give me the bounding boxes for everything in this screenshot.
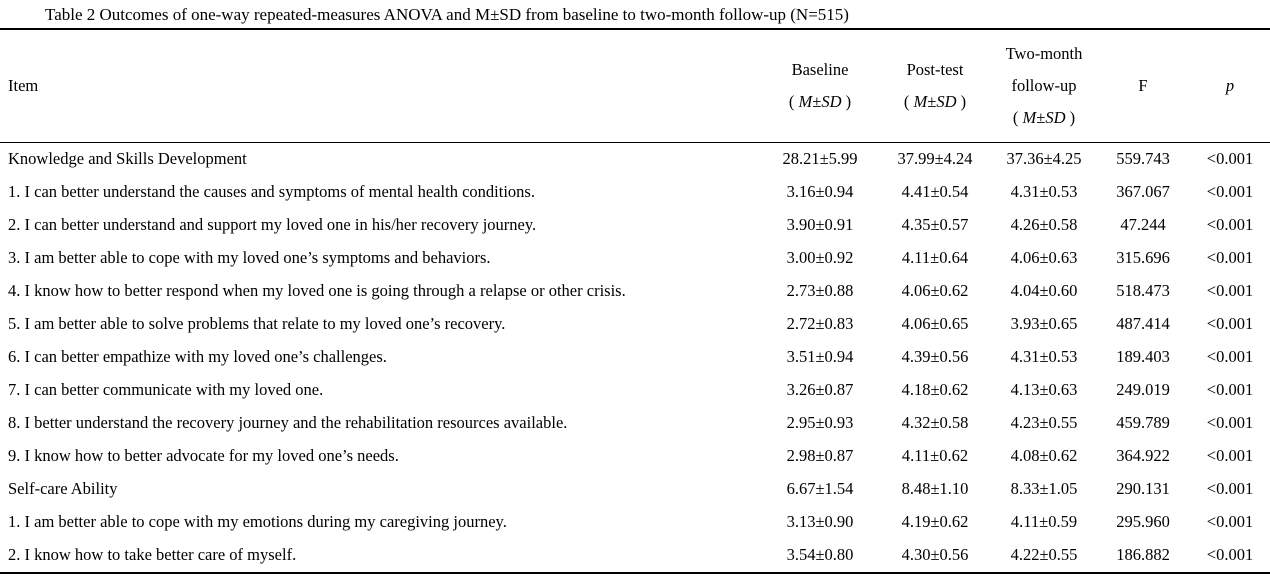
posttest-cell: 37.99±4.24 bbox=[897, 149, 973, 168]
header-followup-msd: ( M±SD ) bbox=[1012, 107, 1076, 127]
item-cell: Self-care Ability bbox=[8, 479, 118, 498]
header-posttest-msd: ( M±SD ) bbox=[903, 91, 967, 111]
item-cell: 3. I am better able to cope with my loved one’s symptoms and behaviors. bbox=[8, 248, 491, 267]
f-cell: 367.067 bbox=[1116, 182, 1170, 201]
baseline-cell: 2.95±0.93 bbox=[786, 413, 854, 432]
followup-cell: 4.26±0.58 bbox=[1010, 215, 1078, 234]
baseline-cell: 2.98±0.87 bbox=[786, 446, 854, 465]
anova-results-table bbox=[0, 28, 1270, 574]
followup-cell: 4.31±0.53 bbox=[1010, 182, 1078, 201]
posttest-cell: 4.18±0.62 bbox=[901, 380, 969, 399]
f-cell: 290.131 bbox=[1116, 479, 1170, 498]
item-cell: 2. I can better understand and support my loved one in his/her recovery journey. bbox=[8, 215, 537, 234]
f-cell: 189.403 bbox=[1116, 347, 1170, 366]
posttest-cell: 8.48±1.10 bbox=[901, 479, 969, 498]
baseline-cell: 3.54±0.80 bbox=[786, 545, 854, 564]
header-baseline-msd: ( M±SD ) bbox=[788, 91, 852, 111]
header-p-value: p bbox=[1190, 29, 1270, 142]
table-header bbox=[0, 29, 1270, 142]
table-row bbox=[0, 374, 1270, 407]
table-caption: Table 2 Outcomes of one-way repeated-measures ANOVA and M±SD from baseline to two-month follow-up (N=515) bbox=[45, 5, 849, 24]
item-cell: Knowledge and Skills Development bbox=[8, 149, 247, 168]
msd-label: M±SD bbox=[798, 91, 842, 111]
header-baseline-label: Baseline bbox=[791, 59, 849, 79]
table-row bbox=[0, 407, 1270, 440]
header-f-statistic: F bbox=[1096, 29, 1190, 142]
item-cell: 5. I am better able to solve problems that relate to my loved one’s recovery. bbox=[8, 314, 506, 333]
p-cell: <0.001 bbox=[1206, 545, 1254, 564]
followup-cell: 4.23±0.55 bbox=[1010, 413, 1078, 432]
p-cell: <0.001 bbox=[1206, 347, 1254, 366]
item-cell: 4. I know how to better respond when my loved one is going through a relapse or other crisis. bbox=[8, 281, 626, 300]
header-baseline bbox=[762, 29, 878, 142]
f-cell: 186.882 bbox=[1116, 545, 1170, 564]
table-row bbox=[0, 539, 1270, 573]
header-followup-label-line1: Two-month bbox=[1005, 43, 1083, 63]
table-row bbox=[0, 142, 1270, 176]
table-row bbox=[0, 275, 1270, 308]
posttest-cell: 4.41±0.54 bbox=[901, 182, 969, 201]
table-row bbox=[0, 506, 1270, 539]
header-followup bbox=[992, 29, 1096, 142]
baseline-cell: 6.67±1.54 bbox=[786, 479, 854, 498]
baseline-cell: 3.51±0.94 bbox=[786, 347, 854, 366]
item-cell: 2. I know how to take better care of myself. bbox=[8, 545, 297, 564]
table-row bbox=[0, 341, 1270, 374]
posttest-cell: 4.06±0.65 bbox=[901, 314, 969, 333]
f-cell: 459.789 bbox=[1116, 413, 1170, 432]
followup-cell: 8.33±1.05 bbox=[1010, 479, 1078, 498]
posttest-cell: 4.39±0.56 bbox=[901, 347, 969, 366]
p-cell: <0.001 bbox=[1206, 182, 1254, 201]
posttest-cell: 4.11±0.64 bbox=[901, 248, 969, 267]
baseline-cell: 2.73±0.88 bbox=[786, 281, 854, 300]
table-row bbox=[0, 176, 1270, 209]
header-posttest-label: Post-test bbox=[906, 59, 964, 79]
header-row bbox=[0, 29, 1270, 142]
p-cell: <0.001 bbox=[1206, 215, 1254, 234]
item-cell: 1. I can better understand the causes and symptoms of mental health conditions. bbox=[8, 182, 535, 201]
f-cell: 315.696 bbox=[1116, 248, 1170, 267]
p-cell: <0.001 bbox=[1206, 413, 1254, 432]
item-cell: 9. I know how to better advocate for my loved one’s needs. bbox=[8, 446, 399, 465]
header-posttest bbox=[878, 29, 992, 142]
item-cell: 6. I can better empathize with my loved one’s challenges. bbox=[8, 347, 387, 366]
p-cell: <0.001 bbox=[1206, 281, 1254, 300]
header-item: Item bbox=[0, 29, 762, 142]
p-cell: <0.001 bbox=[1206, 248, 1254, 267]
f-cell: 249.019 bbox=[1116, 380, 1170, 399]
table-row bbox=[0, 209, 1270, 242]
f-cell: 559.743 bbox=[1116, 149, 1170, 168]
p-cell: <0.001 bbox=[1206, 512, 1254, 531]
p-cell: <0.001 bbox=[1206, 149, 1254, 168]
msd-label: M±SD bbox=[1022, 107, 1066, 127]
followup-cell: 4.06±0.63 bbox=[1010, 248, 1078, 267]
followup-cell: 3.93±0.65 bbox=[1010, 314, 1078, 333]
f-cell: 47.244 bbox=[1120, 215, 1166, 234]
f-cell: 518.473 bbox=[1116, 281, 1170, 300]
item-cell: 7. I can better communicate with my loved one. bbox=[8, 380, 324, 399]
table-row bbox=[0, 242, 1270, 275]
p-cell: <0.001 bbox=[1206, 446, 1254, 465]
posttest-cell: 4.11±0.62 bbox=[901, 446, 969, 465]
posttest-cell: 4.32±0.58 bbox=[901, 413, 969, 432]
baseline-cell: 3.00±0.92 bbox=[786, 248, 854, 267]
baseline-cell: 28.21±5.99 bbox=[782, 149, 858, 168]
followup-cell: 4.22±0.55 bbox=[1010, 545, 1078, 564]
followup-cell: 4.11±0.59 bbox=[1010, 512, 1078, 531]
followup-cell: 4.04±0.60 bbox=[1010, 281, 1078, 300]
baseline-cell: 3.90±0.91 bbox=[786, 215, 854, 234]
msd-label: M±SD bbox=[913, 91, 957, 111]
baseline-cell: 3.16±0.94 bbox=[786, 182, 854, 201]
followup-cell: 4.13±0.63 bbox=[1010, 380, 1078, 399]
table-body bbox=[0, 142, 1270, 573]
header-followup-label-line2: follow-up bbox=[1011, 75, 1077, 95]
posttest-cell: 4.30±0.56 bbox=[901, 545, 969, 564]
baseline-cell: 3.26±0.87 bbox=[786, 380, 854, 399]
table-row bbox=[0, 308, 1270, 341]
posttest-cell: 4.35±0.57 bbox=[901, 215, 969, 234]
item-cell: 1. I am better able to cope with my emotions during my caregiving journey. bbox=[8, 512, 507, 531]
item-cell: 8. I better understand the recovery journey and the rehabilitation resources available. bbox=[8, 413, 568, 432]
f-cell: 364.922 bbox=[1116, 446, 1170, 465]
p-cell: <0.001 bbox=[1206, 380, 1254, 399]
followup-cell: 37.36±4.25 bbox=[1006, 149, 1082, 168]
table-row bbox=[0, 440, 1270, 473]
followup-cell: 4.31±0.53 bbox=[1010, 347, 1078, 366]
baseline-cell: 3.13±0.90 bbox=[786, 512, 854, 531]
p-cell: <0.001 bbox=[1206, 479, 1254, 498]
baseline-cell: 2.72±0.83 bbox=[786, 314, 854, 333]
followup-cell: 4.08±0.62 bbox=[1010, 446, 1078, 465]
posttest-cell: 4.06±0.62 bbox=[901, 281, 969, 300]
table-row bbox=[0, 473, 1270, 506]
posttest-cell: 4.19±0.62 bbox=[901, 512, 969, 531]
p-cell: <0.001 bbox=[1206, 314, 1254, 333]
f-cell: 487.414 bbox=[1116, 314, 1170, 333]
f-cell: 295.960 bbox=[1116, 512, 1170, 531]
